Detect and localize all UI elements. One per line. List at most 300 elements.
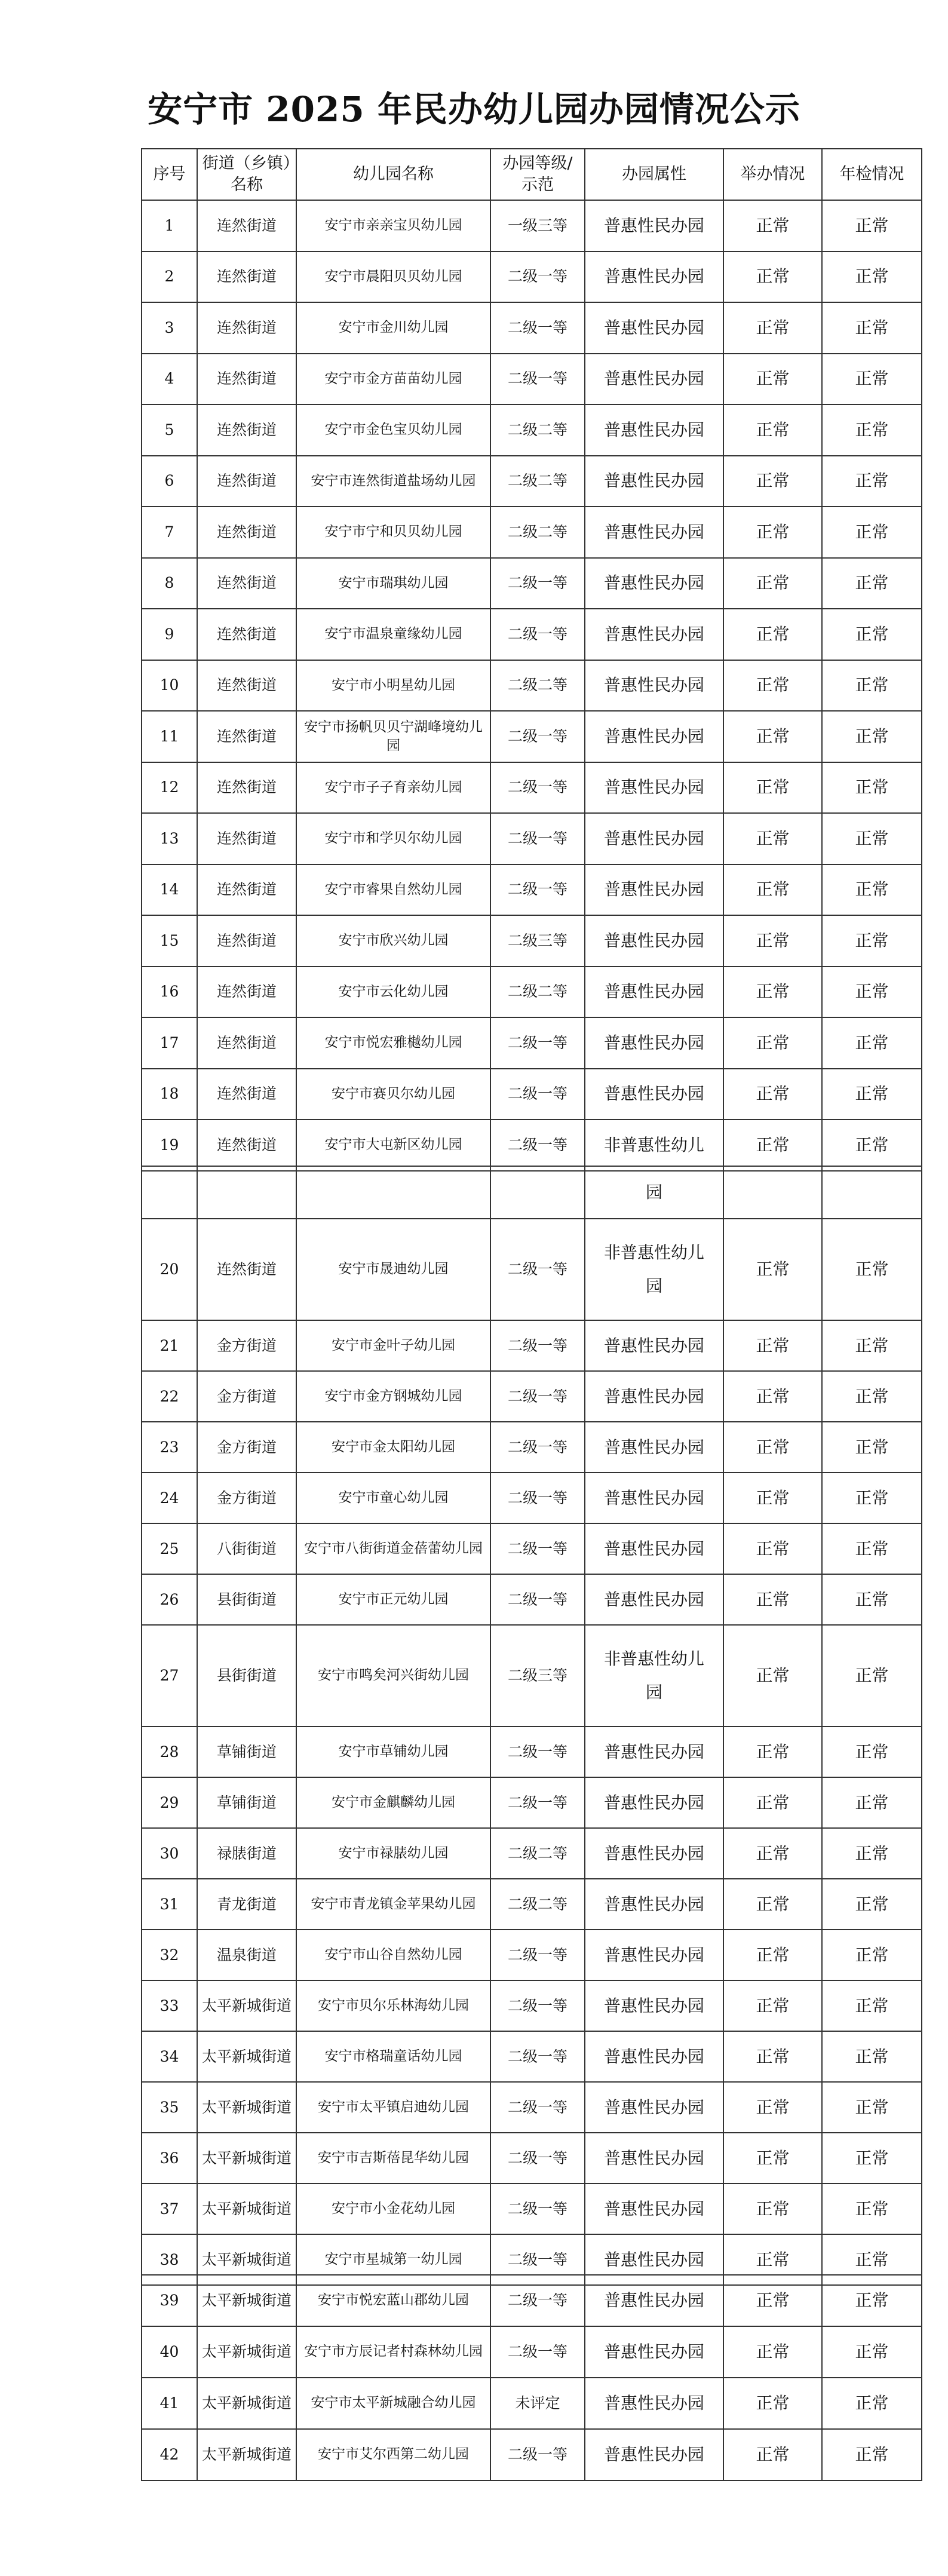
cell-grade: 二级一等 (490, 864, 585, 916)
cell-grade: 二级二等 (490, 1828, 585, 1879)
cell-grade: 二级一等 (490, 2082, 585, 2133)
cell-street: 连然街道 (197, 762, 296, 814)
cell-check: 正常 (822, 915, 922, 967)
cell-run: 正常 (723, 507, 822, 558)
table-row (142, 354, 922, 405)
cell-name: 安宁市金叶子幼儿园 (296, 1320, 490, 1371)
cell-no: 38 (142, 2234, 197, 2285)
cell-name: 安宁市山谷自然幼儿园 (296, 1930, 490, 1980)
cell-grade: 二级一等 (490, 1069, 585, 1120)
cell-street: 连然街道 (197, 1069, 296, 1120)
cell-name: 安宁市云化幼儿园 (296, 967, 490, 1018)
cell-street: 连然街道 (197, 200, 296, 252)
table-row (142, 2326, 922, 2378)
cell-attr: 普惠性民办园 (585, 609, 723, 660)
cell-check: 正常 (822, 1879, 922, 1930)
cell-check: 正常 (822, 1574, 922, 1625)
cell-check: 正常 (822, 1219, 922, 1320)
cell-name: 安宁市子子育亲幼儿园 (296, 762, 490, 814)
cell-name: 安宁市太平镇启迪幼儿园 (296, 2082, 490, 2133)
cell-street: 太平新城街道 (197, 2275, 296, 2326)
table-row (142, 711, 922, 762)
cell-no: 33 (142, 1980, 197, 2031)
table-row (142, 864, 922, 916)
cell-no: 1 (142, 200, 197, 252)
cell-street: 金方街道 (197, 1422, 296, 1473)
cell-street: 太平新城街道 (197, 2031, 296, 2082)
cell-grade: 二级二等 (490, 660, 585, 712)
cell-street: 禄脿街道 (197, 1828, 296, 1879)
cell-run: 正常 (723, 2031, 822, 2082)
cell-check: 正常 (822, 354, 922, 405)
cell-run: 正常 (723, 1930, 822, 1980)
table-row (142, 660, 922, 712)
cell-street: 金方街道 (197, 1371, 296, 1422)
cell-name: 安宁市吉斯蓓昆华幼儿园 (296, 2133, 490, 2184)
cell-run: 正常 (723, 1422, 822, 1473)
cell-no: 6 (142, 456, 197, 507)
cell-no: 8 (142, 558, 197, 609)
cell-name: 安宁市温泉童缘幼儿园 (296, 609, 490, 660)
cell-attr: 普惠性民办园 (585, 2184, 723, 2234)
table-row (142, 558, 922, 609)
cell-street: 连然街道 (197, 1219, 296, 1320)
cell-run: 正常 (723, 2082, 822, 2133)
cell-no: 5 (142, 404, 197, 456)
table-row (142, 813, 922, 864)
cell-name: 安宁市艾尔西第二幼儿园 (296, 2429, 490, 2480)
cell-no: 11 (142, 711, 197, 762)
cell-no: 10 (142, 660, 197, 712)
cell-grade: 二级一等 (490, 2275, 585, 2326)
cell-attr: 普惠性民办园 (585, 507, 723, 558)
cell-run: 正常 (723, 2184, 822, 2234)
cell-no: 27 (142, 1625, 197, 1726)
cell-check: 正常 (822, 2133, 922, 2184)
cell-no: 28 (142, 1726, 197, 1777)
table-row (142, 200, 922, 252)
cell-attr: 普惠性民办园 (585, 2378, 723, 2429)
cell-street: 连然街道 (197, 864, 296, 916)
cell-street: 金方街道 (197, 1473, 296, 1523)
cell-attr: 普惠性民办园 (585, 813, 723, 864)
cell-street: 太平新城街道 (197, 2082, 296, 2133)
cell-run: 正常 (723, 1879, 822, 1930)
cell-attr: 普惠性民办园 (585, 2031, 723, 2082)
header-attr: 办园属性 (585, 149, 723, 200)
cell-no: 3 (142, 302, 197, 354)
cell-attr: 普惠性民办园 (585, 200, 723, 252)
table-row (142, 1523, 922, 1574)
cell-check: 正常 (822, 2082, 922, 2133)
cell-attr: 普惠性民办园 (585, 1523, 723, 1574)
cell-no: 7 (142, 507, 197, 558)
cell-grade: 二级一等 (490, 609, 585, 660)
cell-street: 连然街道 (197, 711, 296, 762)
cell-check: 正常 (822, 2184, 922, 2234)
cell-no: 17 (142, 1017, 197, 1069)
cell-check: 正常 (822, 864, 922, 916)
cell-street: 太平新城街道 (197, 2378, 296, 2429)
table-row (142, 1371, 922, 1422)
cell-check: 正常 (822, 404, 922, 456)
cell-attr: 非普惠性幼儿 (585, 1120, 723, 1171)
cell-grade: 二级一等 (490, 762, 585, 814)
table-row (142, 2429, 922, 2480)
cell-attr: 普惠性民办园 (585, 762, 723, 814)
cell-run: 正常 (723, 711, 822, 762)
header-check: 年检情况 (822, 149, 922, 200)
cell-name: 安宁市禄脿幼儿园 (296, 1828, 490, 1879)
cell-street: 太平新城街道 (197, 2133, 296, 2184)
cell-run: 正常 (723, 1777, 822, 1828)
cell-run: 正常 (723, 1523, 822, 1574)
table-row (142, 609, 922, 660)
cell-run: 正常 (723, 252, 822, 303)
table-row (142, 1069, 922, 1120)
cell-check: 正常 (822, 1930, 922, 1980)
cell-check: 正常 (822, 1726, 922, 1777)
cell-attr: 普惠性民办园 (585, 1017, 723, 1069)
cell-grade: 二级二等 (490, 404, 585, 456)
cell-no: 9 (142, 609, 197, 660)
table-row (142, 404, 922, 456)
cell-grade: 二级一等 (490, 711, 585, 762)
cell-name: 安宁市大屯新区幼儿园 (296, 1120, 490, 1171)
cell-no: 16 (142, 967, 197, 1018)
header-no: 序号 (142, 149, 197, 200)
cell-street: 连然街道 (197, 609, 296, 660)
cell-grade: 二级一等 (490, 1980, 585, 2031)
cell-check: 正常 (822, 711, 922, 762)
cell-check: 正常 (822, 1980, 922, 2031)
table-row (142, 1980, 922, 2031)
cell-name: 安宁市赛贝尔幼儿园 (296, 1069, 490, 1120)
cell-run: 正常 (723, 2378, 822, 2429)
cell-run: 正常 (723, 967, 822, 1018)
table-row (142, 1473, 922, 1523)
cell-check: 正常 (822, 1120, 922, 1171)
cell-grade: 二级一等 (490, 1371, 585, 1422)
cell-check: 正常 (822, 1828, 922, 1879)
cell-name: 安宁市金色宝贝幼儿园 (296, 404, 490, 456)
table-row (142, 967, 922, 1018)
cell-name: 安宁市连然街道盐场幼儿园 (296, 456, 490, 507)
cell-no: 19 (142, 1120, 197, 1171)
cell-run: 正常 (723, 1320, 822, 1371)
cell-grade: 二级二等 (490, 1879, 585, 1930)
cell-attr: 普惠性民办园 (585, 1726, 723, 1777)
cell-grade: 二级一等 (490, 302, 585, 354)
cell-name: 安宁市贝尔乐林海幼儿园 (296, 1980, 490, 2031)
kindergarten-table-part-2 (141, 1166, 922, 2286)
cell-grade: 二级三等 (490, 915, 585, 967)
cell-no: 35 (142, 2082, 197, 2133)
cell-attr: 普惠性民办园 (585, 252, 723, 303)
table-row (142, 1879, 922, 1930)
cell-run: 正常 (723, 2275, 822, 2326)
cell-no: 42 (142, 2429, 197, 2480)
table-row (142, 2184, 922, 2234)
table-row (142, 762, 922, 814)
table-row (142, 1320, 922, 1371)
cell-name: 安宁市青龙镇金苹果幼儿园 (296, 1879, 490, 1930)
cell-attr: 普惠性民办园 (585, 2275, 723, 2326)
table-row (142, 2275, 922, 2326)
table-row (142, 2031, 922, 2082)
cell-check: 正常 (822, 456, 922, 507)
cell-grade: 未评定 (490, 2378, 585, 2429)
cell-check: 正常 (822, 1523, 922, 1574)
cell-no: 40 (142, 2326, 197, 2378)
cell-check: 正常 (822, 967, 922, 1018)
cell-name: 安宁市亲亲宝贝幼儿园 (296, 200, 490, 252)
cell-run: 正常 (723, 915, 822, 967)
cell-street: 连然街道 (197, 915, 296, 967)
table-row (142, 2133, 922, 2184)
cell-run: 正常 (723, 404, 822, 456)
cell-run: 正常 (723, 2133, 822, 2184)
cell-street: 太平新城街道 (197, 1980, 296, 2031)
cell-no: 36 (142, 2133, 197, 2184)
cell-name: 安宁市金川幼儿园 (296, 302, 490, 354)
cell-street: 连然街道 (197, 660, 296, 712)
cell-check: 正常 (822, 1422, 922, 1473)
cell-attr: 普惠性民办园 (585, 1574, 723, 1625)
cell-check: 正常 (822, 200, 922, 252)
table-row (142, 1120, 922, 1171)
cell-grade: 二级二等 (490, 456, 585, 507)
cell-no: 34 (142, 2031, 197, 2082)
cell-grade: 二级一等 (490, 1473, 585, 1523)
cell-grade: 二级一等 (490, 813, 585, 864)
cell-attr: 普惠性民办园 (585, 1422, 723, 1473)
table-row (142, 252, 922, 303)
table-row (142, 1017, 922, 1069)
cell-grade: 二级一等 (490, 354, 585, 405)
cell-no: 29 (142, 1777, 197, 1828)
cell-attr: 普惠性民办园 (585, 1777, 723, 1828)
cell-attr: 普惠性民办园 (585, 2082, 723, 2133)
cell-grade: 二级一等 (490, 1777, 585, 1828)
cell-check: 正常 (822, 609, 922, 660)
header-run: 举办情况 (723, 149, 822, 200)
cell-no: 24 (142, 1473, 197, 1523)
cell-grade: 二级三等 (490, 1625, 585, 1726)
cell-check: 正常 (822, 1320, 922, 1371)
cell-check: 正常 (822, 2031, 922, 2082)
cell-run: 正常 (723, 762, 822, 814)
cell-check: 正常 (822, 252, 922, 303)
cell-run: 正常 (723, 1828, 822, 1879)
cell-run: 正常 (723, 1017, 822, 1069)
kindergarten-table-part-3 (141, 2274, 922, 2481)
cell-name: 安宁市鸣矣河兴街幼儿园 (296, 1625, 490, 1726)
cell-no: 4 (142, 354, 197, 405)
cell-grade: 二级一等 (490, 2326, 585, 2378)
cell-check: 正常 (822, 1777, 922, 1828)
cell-attr: 普惠性民办园 (585, 864, 723, 916)
cell-grade: 二级一等 (490, 2234, 585, 2285)
cell-run: 正常 (723, 864, 822, 916)
cell-grade: 二级一等 (490, 1422, 585, 1473)
cell-attr: 非普惠性幼儿园 (585, 1219, 723, 1320)
cell-street: 连然街道 (197, 813, 296, 864)
cell-name: 安宁市金麒麟幼儿园 (296, 1777, 490, 1828)
cell-street: 连然街道 (197, 558, 296, 609)
cell-name: 安宁市金方苗苗幼儿园 (296, 354, 490, 405)
cell-grade: 二级二等 (490, 967, 585, 1018)
cell-grade: 二级一等 (490, 2184, 585, 2234)
table-row (142, 302, 922, 354)
cell-street: 县街街道 (197, 1574, 296, 1625)
cell-name: 安宁市扬帆贝贝宁湖峰境幼儿园 (296, 711, 490, 762)
cell-run: 正常 (723, 1625, 822, 1726)
table-row (142, 1726, 922, 1777)
cell-check: 正常 (822, 813, 922, 864)
cell-no: 25 (142, 1523, 197, 1574)
cell-no: 2 (142, 252, 197, 303)
cell-grade: 二级一等 (490, 2031, 585, 2082)
cell-attr: 普惠性民办园 (585, 2429, 723, 2480)
cell-attr: 普惠性民办园 (585, 967, 723, 1018)
cell-check: 正常 (822, 660, 922, 712)
cell-grade: 二级一等 (490, 1017, 585, 1069)
cell-name: 安宁市瑞琪幼儿园 (296, 558, 490, 609)
cell-grade: 二级一等 (490, 252, 585, 303)
cell-attr: 普惠性民办园 (585, 354, 723, 405)
cell-run: 正常 (723, 1726, 822, 1777)
cell-run: 正常 (723, 2429, 822, 2480)
cell-run: 正常 (723, 1371, 822, 1422)
cell-grade: 二级一等 (490, 1930, 585, 1980)
table-row (142, 1219, 922, 1320)
table-header-row (142, 149, 922, 200)
table-row (142, 2082, 922, 2133)
cell-no: 14 (142, 864, 197, 916)
cell-attr: 非普惠性幼儿园 (585, 1625, 723, 1726)
table-row (142, 1930, 922, 1980)
cell-street: 温泉街道 (197, 1930, 296, 1980)
cell-run: 正常 (723, 813, 822, 864)
cell-attr: 普惠性民办园 (585, 404, 723, 456)
cell-street: 太平新城街道 (197, 2326, 296, 2378)
cell-grade: 二级一等 (490, 1574, 585, 1625)
cell-name: 安宁市睿果自然幼儿园 (296, 864, 490, 916)
cell-grade: 二级一等 (490, 2429, 585, 2480)
cell-attr: 普惠性民办园 (585, 660, 723, 712)
cell-grade: 二级一等 (490, 2133, 585, 2184)
cell-street: 太平新城街道 (197, 2429, 296, 2480)
cell-check: 正常 (822, 1069, 922, 1120)
header-grade: 办园等级/示范 (490, 149, 585, 200)
table-row (142, 507, 922, 558)
cell-street: 青龙街道 (197, 1879, 296, 1930)
cell-street: 草铺街道 (197, 1777, 296, 1828)
cell-attr: 普惠性民办园 (585, 2326, 723, 2378)
cell-check: 正常 (822, 2326, 922, 2378)
cell-no: 39 (142, 2275, 197, 2326)
cell-no: 12 (142, 762, 197, 814)
cell-street: 连然街道 (197, 967, 296, 1018)
table-row (142, 2378, 922, 2429)
cell-run: 正常 (723, 558, 822, 609)
cell-attr: 普惠性民办园 (585, 456, 723, 507)
cell-no: 41 (142, 2378, 197, 2429)
cell-run: 正常 (723, 1069, 822, 1120)
cell-run: 正常 (723, 354, 822, 405)
cell-check: 正常 (822, 507, 922, 558)
cell-street: 连然街道 (197, 507, 296, 558)
cell-run: 正常 (723, 660, 822, 712)
cell-name: 安宁市星城第一幼儿园 (296, 2234, 490, 2285)
cell-grade: 二级一等 (490, 1523, 585, 1574)
cell-grade: 二级一等 (490, 1120, 585, 1171)
cell-name: 安宁市晟迪幼儿园 (296, 1219, 490, 1320)
cell-no: 21 (142, 1320, 197, 1371)
cell-no: 15 (142, 915, 197, 967)
cell-street: 草铺街道 (197, 1726, 296, 1777)
cell-check: 正常 (822, 1017, 922, 1069)
cell-attr: 普惠性民办园 (585, 302, 723, 354)
cell-street: 太平新城街道 (197, 2184, 296, 2234)
cell-street: 八街街道 (197, 1523, 296, 1574)
cell-attr: 普惠性民办园 (585, 1930, 723, 1980)
cell-check: 正常 (822, 2429, 922, 2480)
cell-name: 安宁市小金花幼儿园 (296, 2184, 490, 2234)
cell-grade: 二级二等 (490, 507, 585, 558)
cell-attr: 普惠性民办园 (585, 1069, 723, 1120)
cell-attr: 普惠性民办园 (585, 1320, 723, 1371)
cell-run: 正常 (723, 1219, 822, 1320)
cell-run: 正常 (723, 1473, 822, 1523)
cell-attr: 普惠性民办园 (585, 1828, 723, 1879)
cell-attr: 普惠性民办园 (585, 558, 723, 609)
cell-check: 正常 (822, 2275, 922, 2326)
table-row (142, 1574, 922, 1625)
cell-street: 太平新城街道 (197, 2234, 296, 2285)
cell-run: 正常 (723, 302, 822, 354)
cell-attr: 普惠性民办园 (585, 915, 723, 967)
cell-name: 安宁市悦宏蓝山郡幼儿园 (296, 2275, 490, 2326)
cell-check: 正常 (822, 762, 922, 814)
cell-run: 正常 (723, 609, 822, 660)
cell-attr-continuation: 园 (585, 1166, 723, 1219)
table-row (142, 915, 922, 967)
cell-no: 37 (142, 2184, 197, 2234)
cell-street: 连然街道 (197, 252, 296, 303)
cell-attr: 普惠性民办园 (585, 1980, 723, 2031)
table-row-continuation (142, 1166, 922, 1219)
cell-run: 正常 (723, 2234, 822, 2285)
cell-grade: 二级一等 (490, 1726, 585, 1777)
cell-no: 26 (142, 1574, 197, 1625)
cell-attr: 普惠性民办园 (585, 1473, 723, 1523)
cell-grade: 一级三等 (490, 200, 585, 252)
cell-name: 安宁市小明星幼儿园 (296, 660, 490, 712)
cell-name: 安宁市八街街道金蓓蕾幼儿园 (296, 1523, 490, 1574)
cell-name: 安宁市欣兴幼儿园 (296, 915, 490, 967)
kindergarten-table-part-1 (141, 148, 922, 1172)
cell-name: 安宁市悦宏雅樾幼儿园 (296, 1017, 490, 1069)
cell-grade: 二级一等 (490, 1320, 585, 1371)
header-street: 街道（乡镇）名称 (197, 149, 296, 200)
cell-no: 23 (142, 1422, 197, 1473)
cell-street: 县街街道 (197, 1625, 296, 1726)
cell-street: 连然街道 (197, 354, 296, 405)
cell-name: 安宁市宁和贝贝幼儿园 (296, 507, 490, 558)
cell-street: 连然街道 (197, 1017, 296, 1069)
